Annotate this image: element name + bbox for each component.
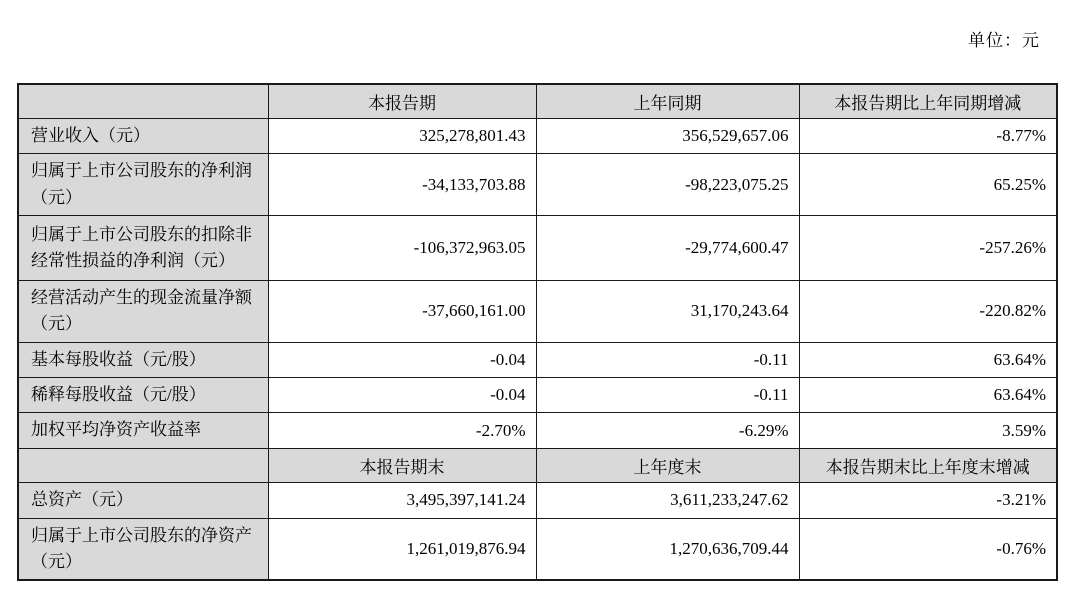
row-label: 经营活动产生的现金流量净额（元）: [18, 281, 268, 343]
prior-period-value: -29,774,600.47: [536, 216, 799, 281]
row-label: 归属于上市公司股东的净资产（元）: [18, 518, 268, 580]
section1-header-change: 本报告期比上年同期增减: [799, 84, 1057, 119]
current-period-value: -0.04: [268, 378, 536, 413]
change-value: 65.25%: [799, 154, 1057, 216]
row-label: 总资产（元）: [18, 482, 268, 518]
table-row-net-profit: [18, 154, 1057, 216]
section1-header-prior-period: 上年同期: [536, 84, 799, 119]
section1-header-row: [18, 84, 1057, 119]
table-row-operating-cash-flow: [18, 281, 1057, 343]
table-row-net-assets: [18, 518, 1057, 580]
change-value: -8.77%: [799, 119, 1057, 154]
table-row-net-profit-excl-nonrecurring: [18, 216, 1057, 281]
prior-period-value: -0.11: [536, 342, 799, 377]
section2-header-row: [18, 448, 1057, 482]
section2-header-empty: [18, 448, 268, 482]
section2-header-prior-year-end: 上年度末: [536, 448, 799, 482]
prior-period-value: -6.29%: [536, 413, 799, 448]
current-period-value: 1,261,019,876.94: [268, 518, 536, 580]
section2-header-period-end: 本报告期末: [268, 448, 536, 482]
table-row-diluted-eps: [18, 378, 1057, 413]
table-row-weighted-avg-roe: [18, 413, 1057, 448]
prior-period-value: -98,223,075.25: [536, 154, 799, 216]
section1-header-current-period: 本报告期: [268, 84, 536, 119]
change-value: -257.26%: [799, 216, 1057, 281]
current-period-value: 325,278,801.43: [268, 119, 536, 154]
current-period-value: -34,133,703.88: [268, 154, 536, 216]
unit-label: 单位：元: [968, 31, 1040, 50]
prior-period-value: 3,611,233,247.62: [536, 482, 799, 518]
current-period-value: -37,660,161.00: [268, 281, 536, 343]
change-value: 63.64%: [799, 378, 1057, 413]
table-row-basic-eps: [18, 342, 1057, 377]
financial-summary-table: [17, 83, 1058, 581]
change-value: -220.82%: [799, 281, 1057, 343]
table-row-total-assets: [18, 482, 1057, 518]
current-period-value: -106,372,963.05: [268, 216, 536, 281]
section2-header-change: 本报告期末比上年度末增减: [799, 448, 1057, 482]
row-label: 归属于上市公司股东的净利润（元）: [18, 154, 268, 216]
row-label: 稀释每股收益（元/股）: [18, 378, 268, 413]
current-period-value: -2.70%: [268, 413, 536, 448]
change-value: 63.64%: [799, 342, 1057, 377]
current-period-value: 3,495,397,141.24: [268, 482, 536, 518]
change-value: -3.21%: [799, 482, 1057, 518]
prior-period-value: 1,270,636,709.44: [536, 518, 799, 580]
change-value: 3.59%: [799, 413, 1057, 448]
prior-period-value: 356,529,657.06: [536, 119, 799, 154]
prior-period-value: 31,170,243.64: [536, 281, 799, 343]
table-row-operating-revenue: [18, 119, 1057, 154]
row-label: 营业收入（元）: [18, 119, 268, 154]
section1-header-empty: [18, 84, 268, 119]
current-period-value: -0.04: [268, 342, 536, 377]
prior-period-value: -0.11: [536, 378, 799, 413]
row-label: 加权平均净资产收益率: [18, 413, 268, 448]
row-label: 基本每股收益（元/股）: [18, 342, 268, 377]
change-value: -0.76%: [799, 518, 1057, 580]
row-label: 归属于上市公司股东的扣除非经常性损益的净利润（元）: [18, 216, 268, 281]
